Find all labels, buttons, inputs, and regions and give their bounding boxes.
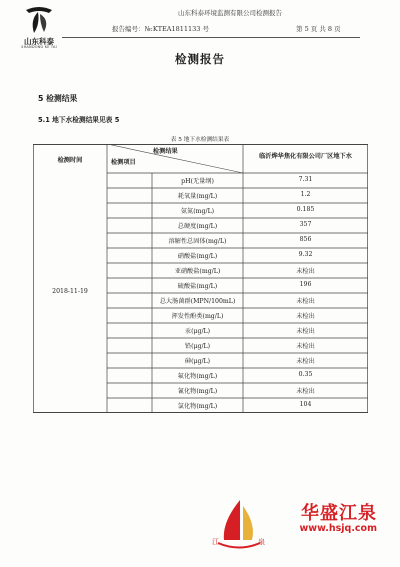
table-cell-value: 9.32 bbox=[298, 251, 313, 258]
table-cell-item: 挥发性酚类(mg/L) bbox=[171, 313, 224, 320]
watermark-brand: 华盛江泉 bbox=[301, 503, 377, 524]
table-cell-value: 未检出 bbox=[296, 358, 315, 365]
logo-text: 山东科泰 bbox=[24, 37, 54, 46]
watermark-small-right: 泉 bbox=[258, 538, 265, 546]
document-title: 检测报告 bbox=[175, 52, 225, 66]
logo-subtext: SHANDONG KE TAI bbox=[21, 45, 57, 49]
leaf-logo-icon bbox=[16, 6, 62, 36]
watermark-url: www.hsjq.com bbox=[299, 523, 377, 534]
table-cell-value: 未检出 bbox=[296, 388, 315, 395]
table-cell-value: 104 bbox=[299, 401, 312, 408]
table-cell-item: 溶解性总固体(mg/L) bbox=[168, 238, 227, 245]
table-cell-value: 未检出 bbox=[296, 298, 315, 305]
watermark bbox=[263, 499, 383, 555]
table-cell-item: pH(无量纲) bbox=[181, 178, 214, 185]
table-cell-item: 氟化物(mg/L) bbox=[177, 373, 218, 380]
subsection-heading: 5.1 地下水检测结果见表 5 bbox=[38, 116, 120, 124]
table-cell-value: 196 bbox=[299, 281, 312, 288]
table-cell-value: 未检出 bbox=[296, 343, 315, 350]
table-cell-value: 856 bbox=[299, 236, 312, 243]
table-cell-item: 氯化物(mg/L) bbox=[177, 403, 218, 410]
table-cell-item: 砷(μg/L) bbox=[184, 358, 211, 365]
header-test-item: 检测项目 bbox=[111, 159, 136, 166]
header-site: 临沂烨华焦化有限公司厂区地下水 bbox=[259, 153, 352, 160]
table-cell-item: 耗氧量(mg/L) bbox=[177, 193, 218, 200]
table-cell-value: 1.2 bbox=[300, 191, 311, 198]
header-test-time: 检测时间 bbox=[57, 157, 83, 164]
table-cell-item: 亚硝酸盐(mg/L) bbox=[174, 268, 221, 275]
table-cell-value: 未检出 bbox=[296, 313, 315, 320]
header-test-result: 检测结果 bbox=[153, 148, 178, 155]
page-info: 第 5 页 共 8 页 bbox=[296, 25, 341, 33]
sailboat-logo-icon bbox=[210, 496, 268, 554]
table-cell-value: 0.185 bbox=[296, 206, 315, 213]
table-cell-item: 氨氮(mg/L) bbox=[180, 208, 215, 215]
report-number: 报告编号：№:KTEA1811133 号 bbox=[112, 25, 209, 33]
table-cell-item: 汞(μg/L) bbox=[184, 328, 211, 335]
section-heading: 5 检测结果 bbox=[38, 94, 78, 103]
watermark-small-left: 江 bbox=[212, 538, 219, 546]
table-cell-value: 7.31 bbox=[298, 176, 313, 183]
table-cell-value: 未检出 bbox=[296, 268, 315, 275]
results-table bbox=[33, 144, 368, 413]
header-company-line: 山东科泰环境监测有限公司检测报告 bbox=[178, 9, 282, 17]
company-logo bbox=[16, 6, 62, 50]
header-divider bbox=[62, 37, 360, 38]
table-cell-item: 总硬度(mg/L) bbox=[177, 223, 218, 230]
table-cell-item: 硫酸盐(mg/L) bbox=[177, 283, 218, 290]
table-cell-value: 0.35 bbox=[298, 371, 313, 378]
table-cell-item: 总大肠菌群(MPN/100mL) bbox=[159, 298, 236, 305]
table-cell-value: 未检出 bbox=[296, 328, 315, 335]
table-title: 表 5 地下水检测结果表 bbox=[170, 137, 230, 143]
table-cell-item: 氰化物(mg/L) bbox=[177, 388, 218, 395]
table-cell-value: 357 bbox=[299, 221, 312, 228]
table-cell-item: 铅(μg/L) bbox=[184, 343, 211, 350]
test-date: 2018-11-19 bbox=[52, 288, 88, 295]
table-cell-item: 硝酸盐(mg/L) bbox=[177, 253, 218, 260]
